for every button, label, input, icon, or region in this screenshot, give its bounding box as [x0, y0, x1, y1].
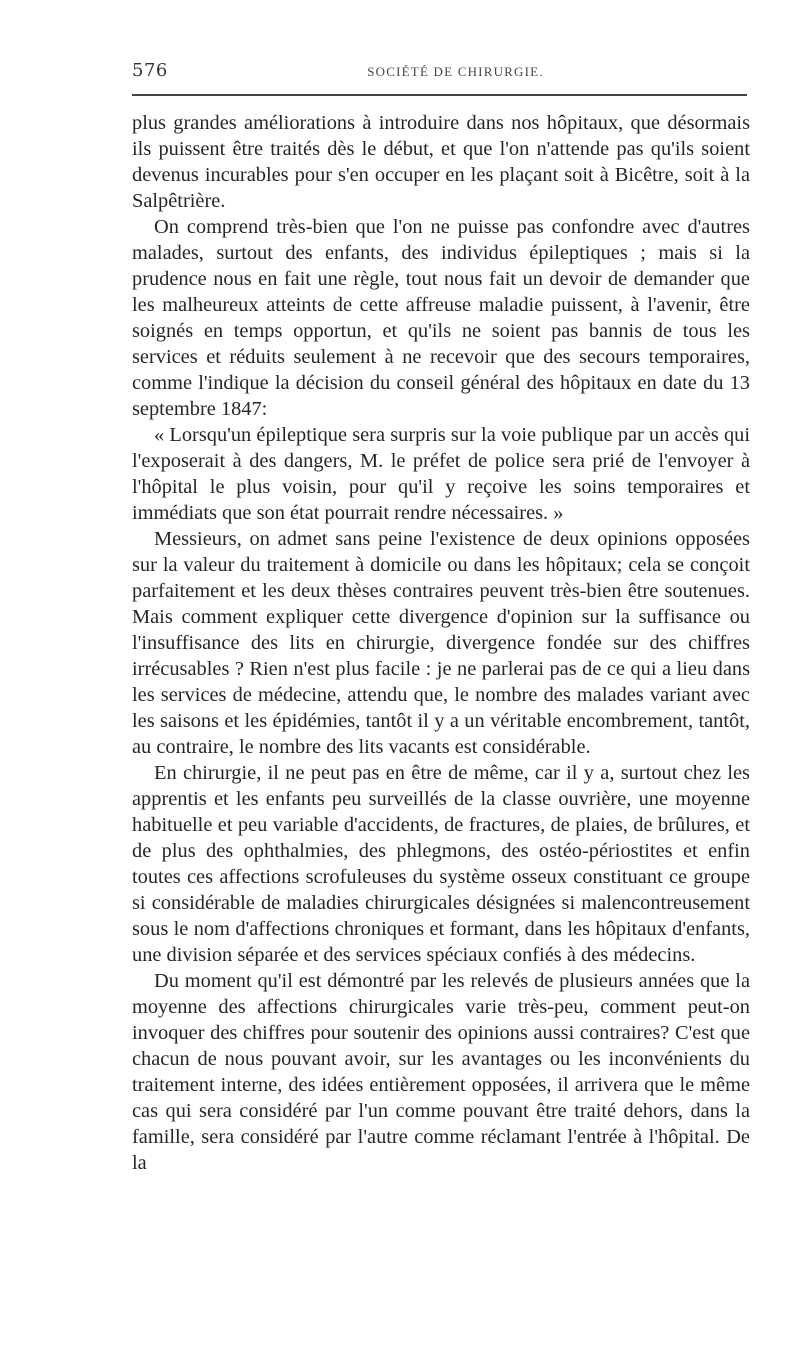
- paragraph: On comprend très-bien que l'on ne puisse pas confondre avec d'autres malades, surtout des enfants, des individus épileptiques ; mais si la prudence nous en fait une règle, tout nous fait un devoir de demander que les malheureux atteints de cette affreuse maladie puissent, à l'avenir, être soignés en temps opportun, et qu'ils ne soient pas bannis de tous les services et réduits seulement à ne recevoir que des secours temporaires, comme l'indique la décision du conseil général des hôpitaux en date du 13 septembre 1847:: [132, 216, 750, 420]
- page-header: [132, 60, 747, 88]
- header-rule: [132, 94, 747, 96]
- quotation-paragraph: « Lorsqu'un épileptique sera surpris sur la voie publique par un accès qui l'exposerait à des dangers, M. le préfet de police sera prié de l'envoyer à l'hôpital le plus voisin, pour qu'il y reçoive les soins temporaires et immédiats que son état pourrait rendre nécessaires. »: [132, 424, 750, 524]
- paragraph: En chirurgie, il ne peut pas en être de même, car il y a, surtout chez les apprentis et les enfants peu surveillés de la classe ouvrière, une moyenne habituelle et peu variable d'accidents, de fractures, de plaies, de brûlures, et de plus des ophthalmies, des phlegmons, des ostéo-périostites et enfin toutes ces affections scrofuleuses du système osseux constituant ce groupe si considérable de maladies chirurgicales désignées si malencontreusement sous le nom d'affections chroniques et formant, dans les hôpitaux d'enfants, une division séparée et des services spéciaux confiés à des médecins.: [132, 762, 750, 966]
- paragraph: Du moment qu'il est démontré par les relevés de plusieurs années que la moyenne des affections chirurgicales varie très-peu, comment peut-on invoquer des chiffres pour soutenir des opinions aussi contraires? C'est que chacun de nous pouvant avoir, sur les avantages ou les inconvénients du traitement interne, des idées entièrement opposées, il arrivera que le même cas qui sera considéré par l'un comme pouvant être traité dehors, dans la famille, sera considéré par l'autre comme réclamant l'entrée à l'hôpital. De la: [132, 970, 750, 1174]
- paragraph: Messieurs, on admet sans peine l'existence de deux opinions opposées sur la valeur du traitement à domicile ou dans les hôpitaux; cela se conçoit parfaitement et les deux thèses contraires peuvent très-bien être soutenues. Mais comment expliquer cette divergence d'opinion sur la suffisance ou l'insuffisance des lits en chirurgie, divergence fondée sur des chiffres irrécusables ? Rien n'est plus facile : je ne parlerai pas de ce qui a lieu dans les services de médecine, attendu que, le nombre des malades variant avec les saisons et les épidémies, tantôt il y a un véritable encombrement, tantôt, au contraire, le nombre des lits vacants est considérable.: [132, 528, 750, 758]
- paragraph: plus grandes améliorations à introduire dans nos hôpitaux, que désormais ils puissent être traités dès le début, et que l'on n'attende pas qu'ils soient devenus incurables pour s'en occuper en les plaçant soit à Bicêtre, soit à la Salpêtrière.: [132, 112, 750, 212]
- running-title: SOCIÉTÉ DE CHIRURGIE.: [367, 64, 544, 79]
- body-text: [132, 110, 750, 1176]
- page-number: 576: [132, 60, 168, 81]
